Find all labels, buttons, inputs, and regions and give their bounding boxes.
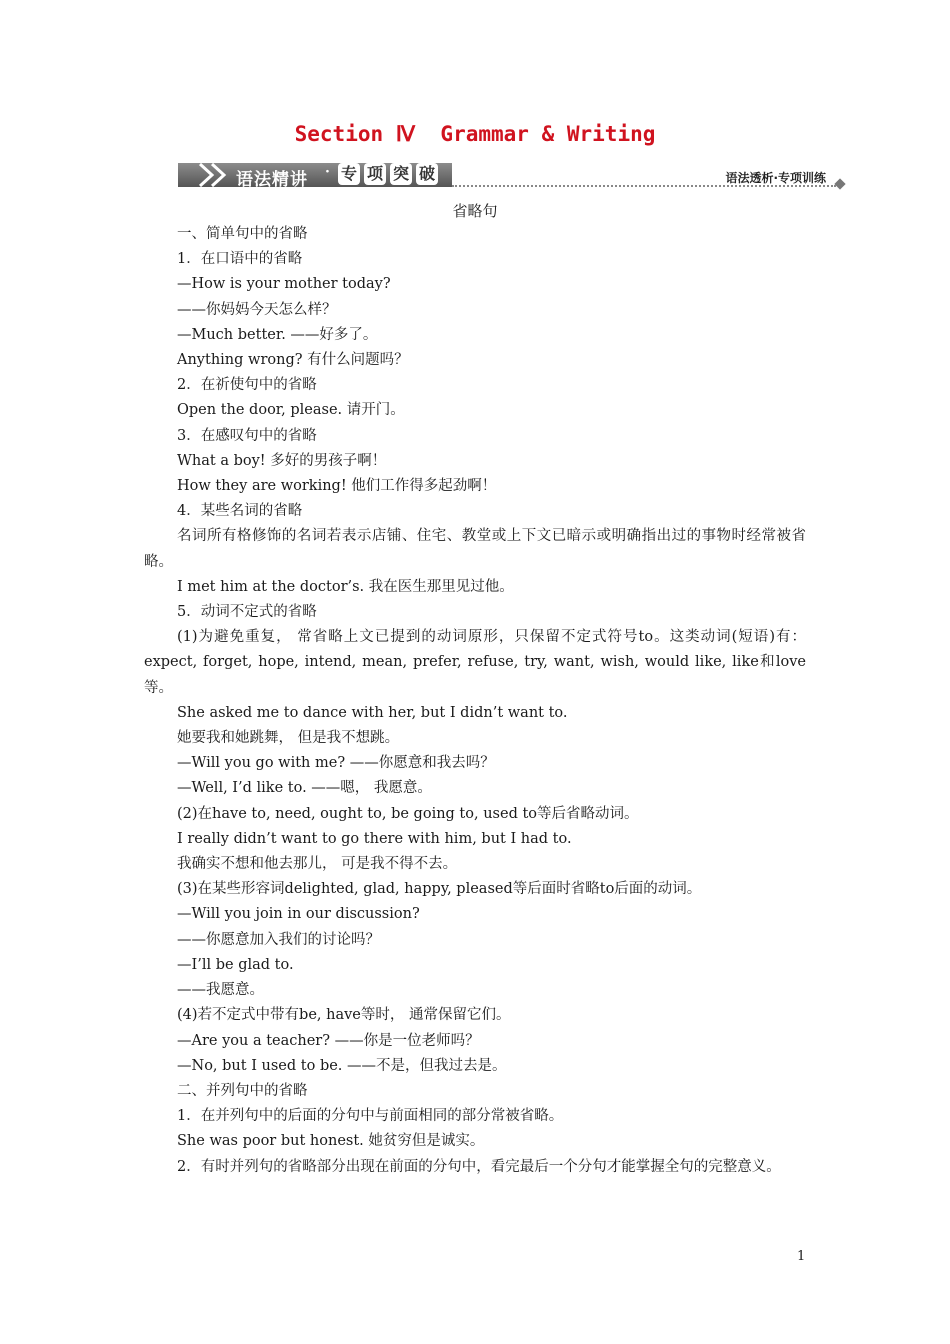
paragraph: 1．在并列句中的后面的分句中与前面相同的部分常被省略。 — [177, 1108, 564, 1125]
section-banner — [178, 160, 844, 192]
paragraph: What a boy! 多好的男孩子啊！ — [177, 452, 387, 469]
paragraph: ——你妈妈今天怎么样？ — [177, 301, 337, 318]
paragraph: ——我愿意。 — [177, 982, 264, 999]
document-body — [144, 222, 806, 1180]
diamond-icon — [834, 178, 845, 189]
topic-heading: 省略句 — [452, 202, 498, 220]
paragraph: —Well, I’d like to. ——嗯， 我愿意。 — [177, 780, 432, 797]
paragraph: —How is your mother today? — [177, 276, 391, 293]
paragraph: 她要我和她跳舞， 但是我不想跳。 — [177, 730, 400, 747]
paragraph: She was poor but honest. 她贫穷但是诚实。 — [177, 1133, 485, 1150]
paragraph: (3)在某些形容词delighted, glad, happy, pleased等后面时省略to后面的动词。 — [177, 881, 702, 898]
banner-separator: · — [325, 164, 330, 180]
paragraph: 3．在感叹句中的省略 — [177, 427, 317, 444]
paragraph: —Are you a teacher? ——你是一位老师吗？ — [177, 1032, 480, 1049]
banner-main-label: 语法精讲 — [236, 170, 308, 190]
paragraph: 我确实不想和他去那儿， 可是我不得不去。 — [177, 856, 458, 873]
paragraph: —Will you go with me? ——你愿意和我去吗？ — [177, 755, 495, 772]
banner-boxed-char: 专 — [338, 163, 360, 185]
section-title: Section Ⅳ Grammar & Writing — [294, 122, 656, 146]
paragraph: Open the door, please. 请开门。 — [177, 402, 405, 419]
paragraph: Anything wrong? 有什么问题吗？ — [177, 352, 409, 369]
paragraph: She asked me to dance with her, but I didn’t want to. — [177, 704, 568, 721]
paragraph: —Much better. ——好多了。 — [177, 326, 378, 343]
page-number: 1 — [797, 1249, 806, 1264]
paragraph: 2．有时并列句的省略部分出现在前面的分句中，看完最后一个分句才能掌握全句的完整意义。 — [177, 1158, 781, 1175]
paragraph: (2)在have to, need, ought to, be going to, used to等后省略动词。 — [177, 805, 639, 822]
paragraph: —No, but I used to be. ——不是，但我过去是。 — [177, 1057, 507, 1074]
paragraph: —Will you join in our discussion? — [177, 906, 420, 923]
paragraph: 名词所有格修饰的名词若表示店铺、住宅、教堂或上下文已暗示或明确指出过的事物时经常被省略。 — [144, 528, 806, 570]
paragraph: 一、简单句中的省略 — [177, 226, 308, 242]
paragraph: ——你愿意加入我们的讨论吗？ — [177, 931, 380, 948]
paragraph: How they are working! 他们工作得多起劲啊！ — [177, 478, 497, 495]
banner-boxed-char: 破 — [416, 163, 438, 185]
paragraph: (4)若不定式中带有be, have等时， 通常保留它们。 — [177, 1007, 511, 1024]
banner-boxed-char: 突 — [390, 163, 412, 185]
banner-boxed-char: 项 — [364, 163, 386, 185]
paragraph: (1)为避免重复， 常省略上文已提到的动词原形，只保留不定式符号to。这类动词(短语)有：expect, forget, hope, intend, mean, prefer, refuse, try, want, wish, would like, like和love等。 — [144, 629, 806, 696]
chevron-right-icon — [196, 162, 236, 188]
paragraph: 4．某些名词的省略 — [177, 503, 303, 520]
paragraph: 二、并列句中的省略 — [177, 1082, 308, 1099]
banner-right-label: 语法透析·专项训练 — [725, 171, 826, 185]
paragraph: 5．动词不定式的省略 — [177, 604, 317, 621]
paragraph: —I’ll be glad to. — [177, 956, 294, 973]
paragraph: 2．在祈使句中的省略 — [177, 377, 317, 394]
paragraph: 1．在口语中的省略 — [177, 251, 303, 268]
paragraph: I really didn’t want to go there with him, but I had to. — [177, 830, 572, 847]
paragraph: I met him at the doctor’s. 我在医生那里见过他。 — [177, 578, 514, 595]
